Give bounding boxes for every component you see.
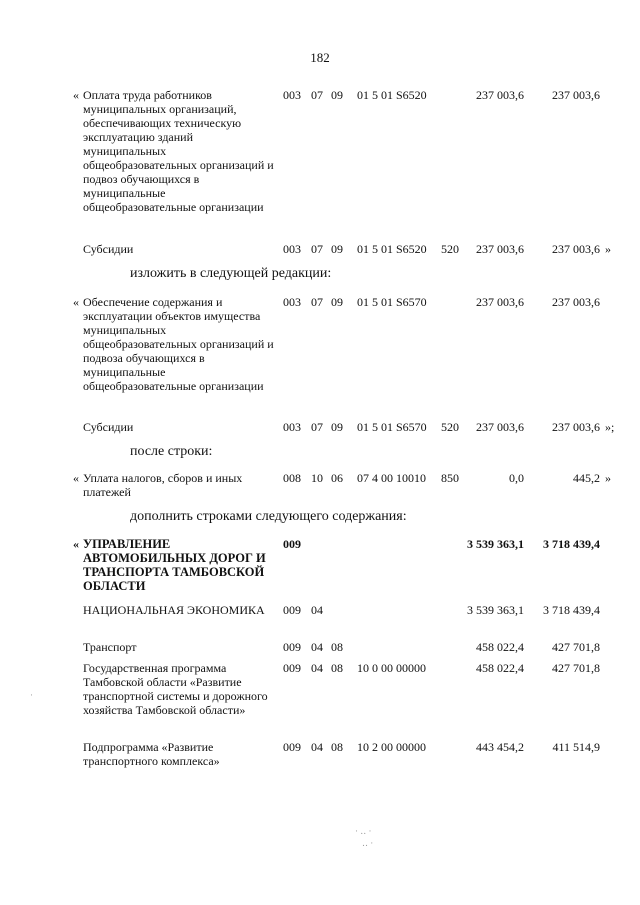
cell-ved: 009 — [283, 537, 301, 551]
opening-quote: « — [73, 88, 79, 102]
row-name: Субсидии — [83, 420, 134, 434]
cell-csr: 01 5 01 S6570 — [357, 420, 427, 434]
cell-ved: 009 — [283, 603, 301, 617]
instruction-text: изложить в следующей редакции: — [130, 266, 332, 281]
opening-quote: « — [73, 295, 79, 309]
cell-sum-1: 237 003,6 — [476, 295, 524, 309]
instruction-text: дополнить строками следующего содержания: — [130, 509, 407, 524]
closing-quote: »; — [605, 420, 615, 434]
page-number: 182 — [310, 50, 330, 65]
cell-csr: 10 0 00 00000 — [357, 661, 426, 675]
cell-sum-2: 427 701,8 — [552, 640, 600, 654]
cell-sum-2: 3 718 439,4 — [543, 537, 600, 551]
cell-rz: 07 — [311, 88, 323, 102]
cell-rz: 10 — [311, 471, 323, 485]
cell-pr: 06 — [331, 471, 343, 485]
cell-sum-2: 237 003,6 — [552, 88, 600, 102]
cell-ved: 003 — [283, 88, 301, 102]
row-name: Обеспечение содержания и эксплуатации объектов имущества муниципальных общеобразовательных организаций и подвоза обучающихся в муниципальные общеобразовательные организации — [83, 295, 274, 393]
cell-rz: 04 — [311, 603, 323, 617]
cell-sum-2: 427 701,8 — [552, 661, 600, 675]
cell-sum-2: 237 003,6 — [552, 295, 600, 309]
cell-sum-1: 237 003,6 — [476, 242, 524, 256]
cell-sum-1: 237 003,6 — [476, 88, 524, 102]
cell-ved: 003 — [283, 242, 301, 256]
cell-ved: 009 — [283, 640, 301, 654]
cell-ved: 003 — [283, 295, 301, 309]
row-name: Субсидии — [83, 242, 134, 256]
cell-ved: 009 — [283, 740, 301, 754]
cell-rz: 04 — [311, 740, 323, 754]
cell-sum-1: 458 022,4 — [476, 640, 524, 654]
cell-sum-1: 0,0 — [509, 471, 524, 485]
cell-csr: 07 4 00 10010 — [357, 471, 426, 485]
row-name: Государственная программа Тамбовской области «Развитие транспортной системы и дорожного хозяйства Тамбовской области» — [83, 661, 268, 717]
row-name: НАЦИОНАЛЬНАЯ ЭКОНОМИКА — [83, 603, 265, 617]
cell-pr: 09 — [331, 420, 343, 434]
instruction-text: после строки: — [130, 444, 213, 459]
cell-csr: 01 5 01 S6570 — [357, 295, 427, 309]
closing-quote: » — [605, 471, 611, 485]
cell-vr: 850 — [441, 471, 459, 485]
cell-vr: 520 — [441, 420, 459, 434]
row-name: Оплата труда работников муниципальных организаций, обеспечивающих техническую эксплуатацию зданий муниципальных общеобразовательных организаций и подвоз обучающихся в муниципальные общеобразовательные организации — [83, 88, 274, 214]
opening-quote: « — [73, 537, 79, 551]
row-name: Подпрограмма «Развитие транспортного комплекса» — [83, 740, 220, 768]
cell-rz: 07 — [311, 242, 323, 256]
cell-rz: 04 — [311, 640, 323, 654]
cell-ved: 009 — [283, 661, 301, 675]
cell-pr: 08 — [331, 740, 343, 754]
scan-speck: ‥ · — [362, 838, 374, 848]
cell-rz: 07 — [311, 295, 323, 309]
cell-sum-2: 237 003,6 — [552, 242, 600, 256]
cell-sum-1: 237 003,6 — [476, 420, 524, 434]
cell-pr: 09 — [331, 295, 343, 309]
cell-ved: 008 — [283, 471, 301, 485]
cell-rz: 07 — [311, 420, 323, 434]
cell-csr: 10 2 00 00000 — [357, 740, 426, 754]
cell-sum-1: 443 454,2 — [476, 740, 524, 754]
cell-csr: 01 5 01 S6520 — [357, 242, 427, 256]
cell-sum-1: 458 022,4 — [476, 661, 524, 675]
cell-rz: 04 — [311, 661, 323, 675]
cell-vr: 520 — [441, 242, 459, 256]
cell-sum-1: 3 539 363,1 — [467, 603, 524, 617]
cell-pr: 08 — [331, 661, 343, 675]
cell-pr: 08 — [331, 640, 343, 654]
scan-speck: · — [30, 690, 33, 700]
row-name: Транспорт — [83, 640, 137, 654]
cell-csr: 01 5 01 S6520 — [357, 88, 427, 102]
scan-speck: · ‥ · — [355, 826, 372, 836]
cell-sum-1: 3 539 363,1 — [467, 537, 524, 551]
cell-sum-2: 411 514,9 — [552, 740, 600, 754]
opening-quote: « — [73, 471, 79, 485]
closing-quote: » — [605, 242, 611, 256]
row-name: УПРАВЛЕНИЕ АВТОМОБИЛЬНЫХ ДОРОГ И ТРАНСПОРТА ТАМБОВСКОЙ ОБЛАСТИ — [83, 537, 266, 593]
cell-sum-2: 237 003,6 — [552, 420, 600, 434]
row-name: Уплата налогов, сборов и иных платежей — [83, 471, 243, 499]
cell-ved: 003 — [283, 420, 301, 434]
cell-pr: 09 — [331, 242, 343, 256]
cell-sum-2: 3 718 439,4 — [543, 603, 600, 617]
cell-sum-2: 445,2 — [573, 471, 600, 485]
cell-pr: 09 — [331, 88, 343, 102]
